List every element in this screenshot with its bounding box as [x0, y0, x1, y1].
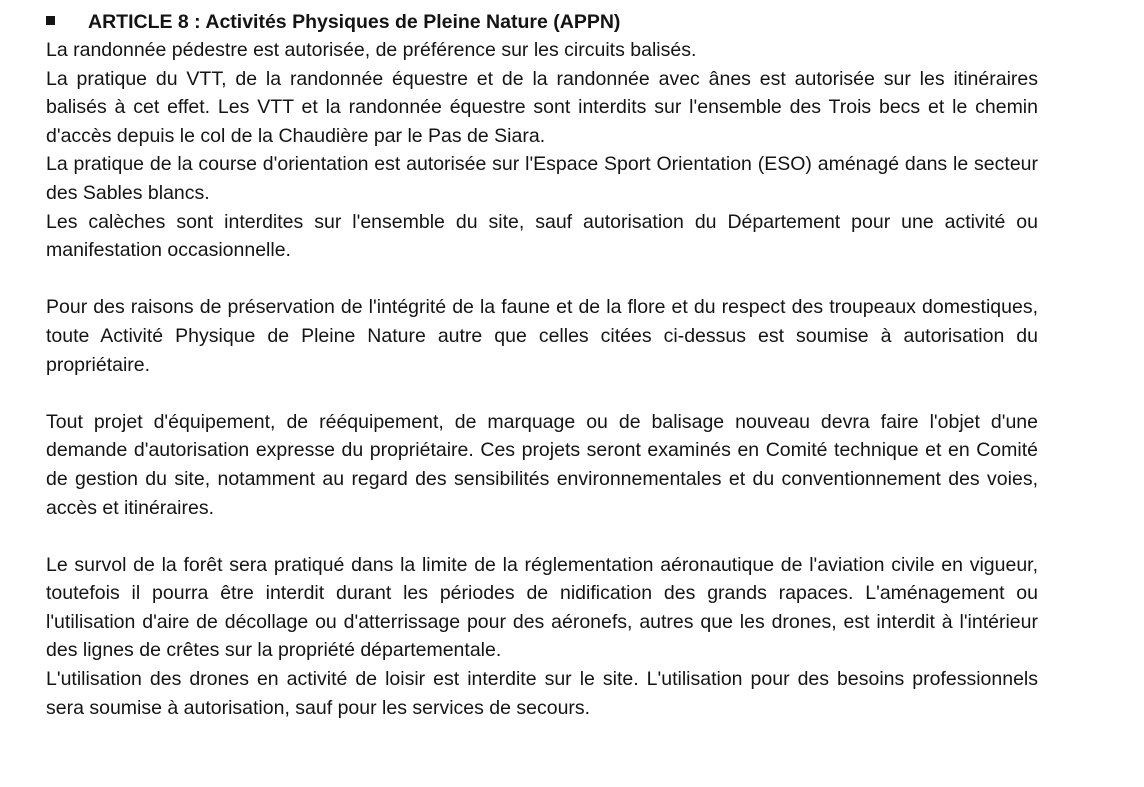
article-title: ARTICLE 8 : Activités Physiques de Pleine Nature (APPN) [88, 11, 621, 33]
bullet-square-icon [46, 16, 55, 25]
paragraph-drones: L'utilisation des drones en activité de loisir est interdite sur le site. L'utilisation pour des besoins professionnels sera soumise à autorisation, sauf pour les services de secours. [46, 668, 1038, 719]
paragraph-equipment-projects: Tout projet d'équipement, de rééquipement, de marquage ou de balisage nouveau devra faire l'objet d'une demande d'autorisation expresse du propriétaire. Ces projets seront examinés en Comité technique et en Comité de gestion du site, notamment au regard des sensibilités environnementales et du conventionnement des voies, accès et itinéraires. [46, 410, 1038, 519]
paragraph-preservation: Pour des raisons de préservation de l'intégrité de la faune et de la flore et du respect des troupeaux domestiques, toute Activité Physique de Pleine Nature autre que celles citées ci-dessus est soumise à autorisation du propriétaire. [46, 296, 1038, 376]
paragraph-spacer [46, 379, 1038, 408]
paragraph-orienteering: La pratique de la course d'orientation est autorisée sur l'Espace Sport Orientation (ESO) aménagé dans le secteur des Sables blancs. [46, 153, 1038, 204]
paragraph-spacer [46, 522, 1038, 551]
article-heading [46, 8, 1038, 36]
paragraph-overflight: Le survol de la forêt sera pratiqué dans la limite de la réglementation aéronautique de l'aviation civile en vigueur, toutefois il pourra être interdit durant les périodes de nidification des grands rapaces. L'aménagement ou l'utilisation d'aire de décollage ou d'atterrissage pour des aéronefs, autres que les drones, est interdit à l'intérieur des lignes de crêtes sur la propriété départementale. [46, 553, 1038, 662]
paragraph-mtb-equestrian: La pratique du VTT, de la randonnée équestre et de la randonnée avec ânes est autorisée sur les itinéraires balisés à cet effet. Les VTT et la randonnée équestre sont interdits sur l'ensemble des Trois becs et le chemin d'accès depuis le col de la Chaudière par le Pas de Siara. [46, 67, 1038, 147]
paragraph-spacer [46, 265, 1038, 294]
document-page [46, 8, 1038, 722]
paragraph-hiking: La randonnée pédestre est autorisée, de préférence sur les circuits balisés. [46, 39, 697, 61]
paragraph-carriages: Les calèches sont interdites sur l'ensemble du site, sauf autorisation du Département pour une activité ou manifestation occasionnelle. [46, 210, 1038, 262]
